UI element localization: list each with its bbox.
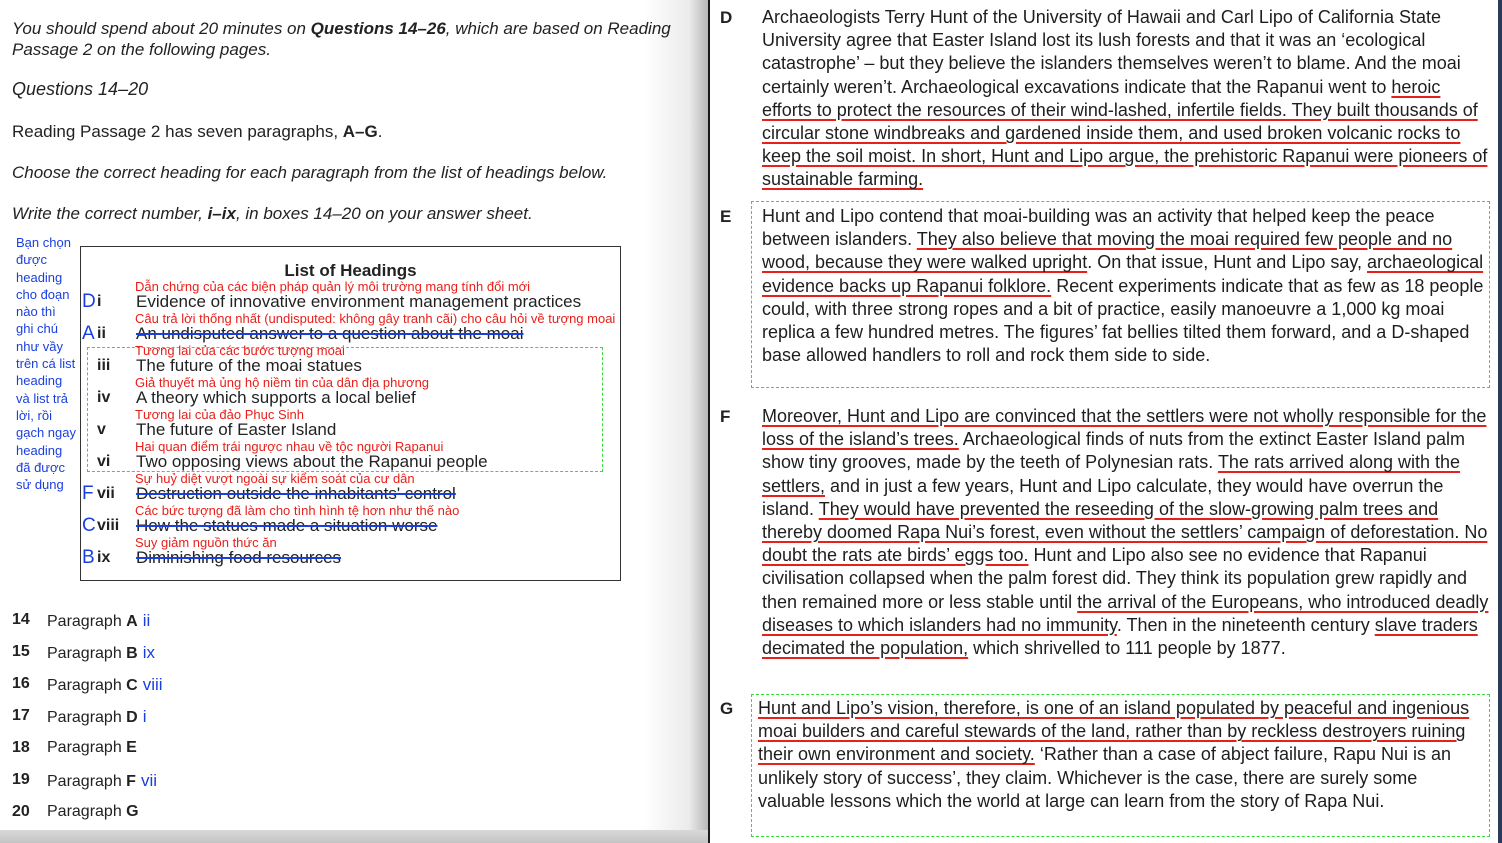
- paragraph-text: and in just a few years, Hunt and Lipo calculate, they would have overrun the island.: [762, 475, 1444, 519]
- underlined-text: The rats arrived along with the settlers,: [762, 452, 1461, 496]
- heading-text: An undisputed answer to a question about the moai: [136, 324, 524, 343]
- heading-text: Diminishing food resources: [136, 548, 342, 567]
- instruction-text: Write the correct number,: [12, 204, 208, 223]
- paragraph-letter: A: [126, 613, 138, 630]
- instruction-text: .: [377, 122, 383, 141]
- heading-item: [82, 279, 662, 311]
- underlined-text: They also believe that moving the moai required few people and no wood, because they were walked upright: [762, 229, 1453, 273]
- time-instruction: [12, 18, 702, 60]
- heading-text: Destruction outside the inhabitants' control: [136, 484, 456, 503]
- question-number: 20: [12, 803, 30, 820]
- paragraph-label: Paragraph: [47, 677, 127, 694]
- instruction-text: , in boxes 14–20 on your answer sheet.: [235, 204, 533, 223]
- paragraph-letter: E: [720, 207, 732, 226]
- instruction-text: Reading Passage 2 has seven paragraphs,: [12, 122, 343, 141]
- paragraph-letter: G: [720, 699, 734, 718]
- paragraph-text: Recent experiments indicate that as few as 18 people could, with three strong ropes and a bit of practice, easily manoeuvre a 1,000 kg moai replica a few hundred metres. The figures’ fat bellies tilted them forward, and a D-shaped base allowed handlers to roll and rock them side to side.: [762, 275, 1484, 366]
- handwritten-answer: ix: [142, 643, 156, 662]
- paragraph-letter: D: [720, 8, 733, 27]
- heading-text: Evidence of innovative environment management practices: [136, 292, 582, 311]
- question-text: [47, 611, 150, 631]
- question-number: 15: [12, 643, 30, 660]
- question-text: [47, 771, 157, 791]
- paragraph-f: [762, 405, 1490, 660]
- underlined-text: archaeological evidence backs up Rapanui folklore.: [762, 252, 1484, 296]
- heading-text: Two opposing views about the Rapanui people: [136, 452, 488, 471]
- answer-paragraph-letter: B: [82, 547, 95, 568]
- paragraph-letter: C: [126, 677, 138, 694]
- page-bottom-edge: [0, 830, 708, 843]
- side-annotation-note: Bạn chọn được heading cho đoạn nào thì ghi chú như vầy trên cá list heading và list trả lời, rồi gạch ngay heading đã được sử dụng: [16, 235, 76, 493]
- handwritten-answer: vii: [140, 771, 158, 790]
- question-number: 19: [12, 771, 30, 788]
- question-number: 16: [12, 675, 30, 692]
- page-shadow: [690, 0, 708, 843]
- instruction-bold: A–G: [342, 122, 378, 141]
- question-text: [47, 803, 139, 821]
- heading-item: [82, 343, 662, 375]
- paragraph-text: Archaeological finds of nuts from the extinct Easter Island palm show tiny grooves, made by the teeth of Polynesian rats.: [762, 429, 1466, 473]
- questions-range-heading: Questions 14–20: [12, 79, 149, 99]
- heading-translation: Suy giảm nguồn thức ăn: [135, 535, 277, 550]
- heading-translation: Hai quan điểm trái ngược nhau về tộc người Rapanui: [135, 439, 444, 454]
- handwritten-answer: i: [142, 707, 147, 726]
- answer-paragraph-letter: F: [82, 483, 94, 504]
- paragraph-text: . On that issue, Hunt and Lipo say,: [1087, 252, 1368, 273]
- paragraph-label: Paragraph: [47, 803, 127, 820]
- answer-paragraph-letter: C: [82, 515, 96, 536]
- heading-item: [82, 407, 662, 439]
- heading-numeral: vii: [97, 485, 115, 502]
- heading-translation: Câu trả lời thống nhất (undisputed: không gây tranh cãi) cho câu hỏi về tượng moai: [135, 311, 616, 326]
- heading-text: How the statues made a situation worse: [136, 516, 438, 535]
- underlined-text: They would have prevented the reseeding of the slow-growing palm trees and thereby doomed Rapa Nui’s forest, even without the settlers’ campaign of deforestation. No doubt the rats ate birds’ eggs too.: [762, 498, 1488, 566]
- headings-title: List of Headings: [284, 261, 417, 280]
- heading-item: [82, 439, 662, 471]
- paragraph-letter: E: [126, 739, 137, 756]
- underlined-text: Hunt and Lipo’s vision, therefore, is one of an island populated by peaceful and ingenious moai builders and careful stewards of the land, rather than by reckless destroyers ruining their own environment and society.: [758, 698, 1470, 765]
- heading-numeral: viii: [97, 517, 120, 534]
- answer-paragraph-letter: D: [82, 291, 96, 312]
- heading-translation: Sự huỷ diệt vượt ngoài sự kiểm soát của cư dân: [135, 471, 415, 486]
- paragraph-letter: F: [720, 407, 731, 426]
- heading-translation: Dẫn chứng của các biện pháp quản lý môi trường mang tính đổi mới: [135, 279, 531, 294]
- heading-translation: Tương lai của đảo Phục Sinh: [135, 407, 304, 422]
- instruction-text: You should spend about 20 minutes on: [12, 19, 311, 38]
- paragraph-label: Paragraph: [47, 739, 127, 756]
- paragraph-g: [758, 697, 1486, 813]
- paragraph-count-instruction: [12, 121, 382, 142]
- question-text: [47, 707, 147, 727]
- paragraph-text: Archaeologists Terry Hunt of the University of Hawaii and Carl Lipo of California State University agree that Easter Island lost its lush forests and that it was an ‘ecological catastrophe’ – but they believe the islanders themselves weren’t to blame. And the moai certainly weren’t. Archaeological excavations indicate that the Rapanui went to: [762, 7, 1461, 97]
- window-edge: [1498, 0, 1502, 843]
- heading-text: The future of Easter Island: [136, 420, 337, 439]
- underlined-text: slave traders decimated the population,: [762, 614, 1478, 659]
- question-number: 18: [12, 739, 30, 756]
- paragraph-text: Hunt and Lipo contend that moai-building was an activity that helped keep the peace between islanders.: [762, 206, 1435, 250]
- heading-numeral: iii: [97, 357, 111, 374]
- write-instruction: [12, 203, 533, 224]
- question-number: 14: [12, 611, 30, 628]
- question-text: [47, 675, 163, 695]
- underlined-text: Moreover, Hunt and Lipo are convinced that the settlers were not wholly responsible for the loss of the island’s trees.: [762, 406, 1487, 450]
- question-number: 17: [12, 707, 30, 724]
- paragraph-letter: B: [126, 645, 138, 662]
- instruction-text: Passage 2 on the following pages.: [12, 40, 271, 59]
- answer-paragraph-letter: A: [82, 323, 95, 344]
- heading-translation: Tương lai của các bước tượng moai: [135, 343, 345, 358]
- question-text: [47, 643, 155, 663]
- heading-text: The future of the moai statues: [136, 356, 362, 375]
- paragraph-text: . Then in the nineteenth century: [1116, 614, 1375, 635]
- heading-text: A theory which supports a local belief: [136, 388, 416, 407]
- paragraph-letter: D: [126, 709, 138, 726]
- paragraph-label: Paragraph: [47, 613, 127, 630]
- question-text: [47, 739, 137, 757]
- instruction-bold: i–ix: [207, 204, 236, 223]
- heading-translation: Các bức tượng đã làm cho tình hình tệ hơn như thế nào: [135, 503, 460, 518]
- instruction-bold: Questions 14–26: [310, 19, 446, 38]
- paragraph-label: Paragraph: [47, 773, 127, 790]
- paragraph-label: Paragraph: [47, 645, 127, 662]
- handwritten-answer: ii: [142, 611, 151, 630]
- paragraph-letter: G: [126, 803, 139, 820]
- underlined-text: the arrival of the Europeans, who introduced deadly diseases to which islanders had no immunity: [762, 591, 1489, 635]
- paragraph-letter: F: [126, 773, 136, 790]
- heading-item: [82, 471, 662, 503]
- heading-numeral: v: [97, 421, 106, 438]
- instruction-text: , which are based on Reading: [445, 19, 671, 38]
- heading-item: [82, 535, 662, 567]
- heading-numeral: i: [97, 293, 102, 310]
- heading-item: [82, 311, 662, 343]
- paragraph-e: [762, 205, 1490, 367]
- paragraph-d: [762, 6, 1490, 192]
- handwritten-answer: viii: [142, 675, 163, 694]
- heading-numeral: ii: [97, 325, 106, 342]
- heading-numeral: vi: [97, 453, 111, 470]
- heading-numeral: ix: [97, 549, 111, 566]
- choose-instruction: Choose the correct heading for each paragraph from the list of headings below.: [12, 163, 608, 182]
- heading-item: [82, 503, 662, 535]
- underlined-text: heroic efforts to protect the resources of their wind-lashed, infertile fields. They built thousands of circular stone windbreaks and gardened inside them, and used broken volcanic rocks to keep the soil moist. In short, Hunt and Lipo argue, the prehistoric Rapanui were pioneers of sustainable farming.: [762, 76, 1488, 190]
- heading-translation: Giả thuyết mà ủng hộ niềm tin của dân địa phương: [135, 375, 430, 390]
- paragraph-label: Paragraph: [47, 709, 127, 726]
- heading-item: [82, 375, 662, 407]
- paragraph-text: which shrivelled to 111 people by 1877.: [968, 638, 1286, 659]
- heading-numeral: iv: [97, 389, 111, 406]
- paragraph-text: ‘Rather than a case of abject failure, Rapu Nui is an unlikely story of success’, they claim. Whichever is the case, there are surely some valuable lessons which the world at large can learn from the story of Rapa Nui.: [758, 744, 1452, 811]
- paragraph-text: Hunt and Lipo also see no evidence that Rapanui civilisation collapsed when the palm forest did. They think its population grew rapidly and then remained more or less stable until: [762, 545, 1468, 612]
